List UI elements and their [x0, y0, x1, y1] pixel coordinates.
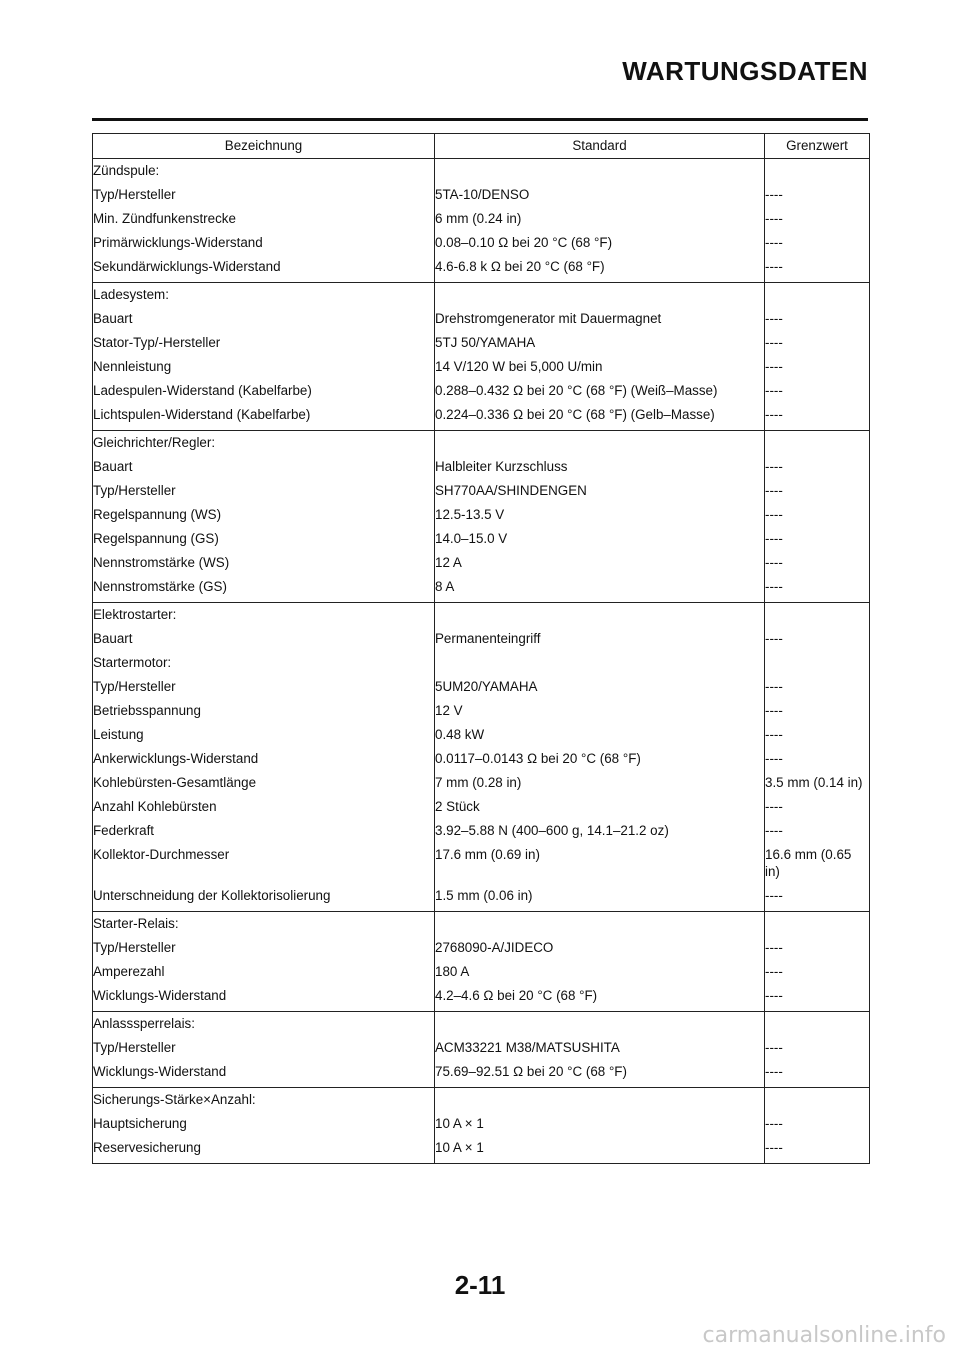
spec-standard: 12 V	[435, 699, 765, 723]
spec-standard: 0.224–0.336 Ω bei 20 °C (68 °F) (Gelb–Masse)	[435, 403, 765, 431]
spec-standard: Halbleiter Kurzschluss	[435, 455, 765, 479]
group-title: Zündspule:	[93, 159, 435, 183]
page-number: 2-11	[454, 1270, 506, 1300]
spec-standard: 4.2–4.6 Ω bei 20 °C (68 °F)	[435, 984, 765, 1012]
group-title: Sicherungs-Stärke×Anzahl:	[93, 1088, 435, 1112]
spec-standard: 12.5-13.5 V	[435, 503, 765, 527]
spec-standard: 2768090-A/JIDECO	[435, 936, 765, 960]
spec-limit: ----	[765, 579, 783, 594]
spec-label: Wicklungs-Widerstand	[93, 984, 435, 1012]
table-row	[93, 307, 870, 331]
spec-group	[93, 912, 870, 1012]
group-heading-row	[93, 159, 870, 183]
spec-standard: 10 A × 1	[435, 1136, 765, 1164]
spec-group	[93, 603, 870, 912]
table-row	[93, 675, 870, 699]
spec-group	[93, 1012, 870, 1088]
spec-limit: ----	[765, 187, 783, 202]
spec-label: Nennstromstärke (GS)	[93, 575, 435, 603]
spec-label: Bauart	[93, 307, 435, 331]
spec-label: Typ/Hersteller	[93, 1036, 435, 1060]
table-row	[93, 723, 870, 747]
table-row	[93, 551, 870, 575]
group-title: Anlasssperrelais:	[93, 1012, 435, 1036]
group-heading-row	[93, 603, 870, 627]
table-row	[93, 1060, 870, 1088]
spec-standard	[435, 651, 765, 675]
table-row	[93, 575, 870, 603]
spec-limit: ----	[765, 211, 783, 226]
spec-label: Typ/Hersteller	[93, 479, 435, 503]
spec-standard: 8 A	[435, 575, 765, 603]
spec-label: Regelspannung (GS)	[93, 527, 435, 551]
spec-label: Nennleistung	[93, 355, 435, 379]
spec-limit: ----	[765, 751, 783, 766]
spec-standard: 1.5 mm (0.06 in)	[435, 884, 765, 912]
spec-label: Lichtspulen-Widerstand (Kabelfarbe)	[93, 403, 435, 431]
spec-standard: 180 A	[435, 960, 765, 984]
page-title: WARTUNGSDATEN	[622, 56, 868, 86]
spec-standard: 5UM20/YAMAHA	[435, 675, 765, 699]
spec-limit: ----	[765, 555, 783, 570]
spec-limit: 16.6 mm (0.65 in)	[765, 847, 852, 879]
spec-group	[93, 1088, 870, 1164]
table-row	[93, 255, 870, 283]
spec-limit: ----	[765, 1064, 783, 1079]
spec-standard: 0.48 kW	[435, 723, 765, 747]
spec-standard: 6 mm (0.24 in)	[435, 207, 765, 231]
spec-limit: ----	[765, 1040, 783, 1055]
group-heading-row	[93, 1012, 870, 1036]
title-rule	[92, 118, 868, 121]
spec-standard: 2 Stück	[435, 795, 765, 819]
spec-limit: ----	[765, 888, 783, 903]
table-row	[93, 355, 870, 379]
spec-group	[93, 431, 870, 603]
table-row	[93, 1136, 870, 1164]
spec-limit: ----	[765, 703, 783, 718]
spec-standard: 5TA-10/DENSO	[435, 183, 765, 207]
table-row	[93, 403, 870, 431]
table-row	[93, 379, 870, 403]
group-title: Elektrostarter:	[93, 603, 435, 627]
spec-label: Regelspannung (WS)	[93, 503, 435, 527]
spec-label: Kollektor-Durchmesser	[93, 843, 435, 884]
spec-label: Startermotor:	[93, 651, 435, 675]
table-row	[93, 960, 870, 984]
spec-label: Bauart	[93, 455, 435, 479]
group-title: Ladesystem:	[93, 283, 435, 307]
spec-standard: 4.6-6.8 k Ω bei 20 °C (68 °F)	[435, 255, 765, 283]
table-row	[93, 207, 870, 231]
spec-label: Unterschneidung der Kollektorisolierung	[93, 884, 435, 912]
table-row	[93, 503, 870, 527]
spec-standard: ACM33221 M38/MATSUSHITA	[435, 1036, 765, 1060]
spec-limit: ----	[765, 311, 783, 326]
group-title: Gleichrichter/Regler:	[93, 431, 435, 455]
watermark: carmanualsonline.info	[702, 1323, 946, 1348]
group-heading-row	[93, 283, 870, 307]
spec-standard: 14.0–15.0 V	[435, 527, 765, 551]
table-row	[93, 699, 870, 723]
spec-limit: ----	[765, 259, 783, 274]
spec-limit: ----	[765, 407, 783, 422]
spec-label: Typ/Hersteller	[93, 675, 435, 699]
spec-limit: ----	[765, 823, 783, 838]
spec-standard: Permanenteingriff	[435, 627, 765, 651]
table-row	[93, 183, 870, 207]
spec-limit: ----	[765, 335, 783, 350]
spec-limit: ----	[765, 507, 783, 522]
spec-label: Stator-Typ/-Hersteller	[93, 331, 435, 355]
table-row	[93, 747, 870, 771]
table-row	[93, 231, 870, 255]
table-row	[93, 884, 870, 912]
spec-label: Anzahl Kohlebürsten	[93, 795, 435, 819]
spec-standard: 75.69–92.51 Ω bei 20 °C (68 °F)	[435, 1060, 765, 1088]
table-row	[93, 936, 870, 960]
spec-label: Primärwicklungs-Widerstand	[93, 231, 435, 255]
table-row	[93, 1112, 870, 1136]
spec-label: Wicklungs-Widerstand	[93, 1060, 435, 1088]
spec-limit: ----	[765, 383, 783, 398]
column-header-grenzwert: Grenzwert	[765, 134, 870, 159]
spec-limit: ----	[765, 727, 783, 742]
table-row	[93, 479, 870, 503]
spec-standard: 14 V/120 W bei 5,000 U/min	[435, 355, 765, 379]
group-heading-row	[93, 431, 870, 455]
table-header-row	[93, 134, 870, 159]
spec-limit: ----	[765, 483, 783, 498]
column-header-standard: Standard	[435, 134, 765, 159]
table-row	[93, 795, 870, 819]
spec-standard: 12 A	[435, 551, 765, 575]
spec-standard: 7 mm (0.28 in)	[435, 771, 765, 795]
spec-limit: ----	[765, 964, 783, 979]
spec-standard: 5TJ 50/YAMAHA	[435, 331, 765, 355]
spec-limit: ----	[765, 988, 783, 1003]
table-row	[93, 527, 870, 551]
spec-limit: ----	[765, 531, 783, 546]
spec-label: Betriebsspannung	[93, 699, 435, 723]
spec-limit: ----	[765, 359, 783, 374]
spec-standard: 10 A × 1	[435, 1112, 765, 1136]
spec-label: Leistung	[93, 723, 435, 747]
spec-standard: 0.08–0.10 Ω bei 20 °C (68 °F)	[435, 231, 765, 255]
table-row	[93, 627, 870, 651]
table-row	[93, 1036, 870, 1060]
spec-label: Reservesicherung	[93, 1136, 435, 1164]
spec-table	[92, 133, 870, 1164]
spec-label: Hauptsicherung	[93, 1112, 435, 1136]
spec-group	[93, 283, 870, 431]
table-row	[93, 843, 870, 884]
spec-limit	[765, 651, 870, 675]
spec-group	[93, 159, 870, 283]
spec-limit: ----	[765, 1116, 783, 1131]
spec-limit: ----	[765, 235, 783, 250]
table-row	[93, 819, 870, 843]
spec-limit: ----	[765, 679, 783, 694]
spec-standard: 0.288–0.432 Ω bei 20 °C (68 °F) (Weiß–Masse)	[435, 379, 765, 403]
group-heading-row	[93, 912, 870, 936]
table-row	[93, 651, 870, 675]
table-row	[93, 771, 870, 795]
spec-label: Ankerwicklungs-Widerstand	[93, 747, 435, 771]
spec-limit: ----	[765, 799, 783, 814]
spec-limit: 3.5 mm (0.14 in)	[765, 775, 863, 790]
group-title: Starter-Relais:	[93, 912, 435, 936]
spec-label: Nennstromstärke (WS)	[93, 551, 435, 575]
table-row	[93, 984, 870, 1012]
spec-label: Amperezahl	[93, 960, 435, 984]
spec-standard: 3.92–5.88 N (400–600 g, 14.1–21.2 oz)	[435, 819, 765, 843]
spec-label: Federkraft	[93, 819, 435, 843]
spec-limit: ----	[765, 459, 783, 474]
spec-standard: 17.6 mm (0.69 in)	[435, 843, 765, 884]
spec-limit: ----	[765, 631, 783, 646]
spec-standard: 0.0117–0.0143 Ω bei 20 °C (68 °F)	[435, 747, 765, 771]
spec-limit: ----	[765, 940, 783, 955]
spec-label: Typ/Hersteller	[93, 936, 435, 960]
spec-label: Typ/Hersteller	[93, 183, 435, 207]
table-row	[93, 455, 870, 479]
group-heading-row	[93, 1088, 870, 1112]
spec-limit: ----	[765, 1140, 783, 1155]
spec-standard: Drehstromgenerator mit Dauermagnet	[435, 307, 765, 331]
spec-label: Min. Zündfunkenstrecke	[93, 207, 435, 231]
spec-label: Sekundärwicklungs-Widerstand	[93, 255, 435, 283]
spec-label: Kohlebürsten-Gesamtlänge	[93, 771, 435, 795]
spec-label: Ladespulen-Widerstand (Kabelfarbe)	[93, 379, 435, 403]
spec-standard: SH770AA/SHINDENGEN	[435, 479, 765, 503]
spec-label: Bauart	[93, 627, 435, 651]
table-row	[93, 331, 870, 355]
column-header-bezeichnung: Bezeichnung	[93, 134, 435, 159]
